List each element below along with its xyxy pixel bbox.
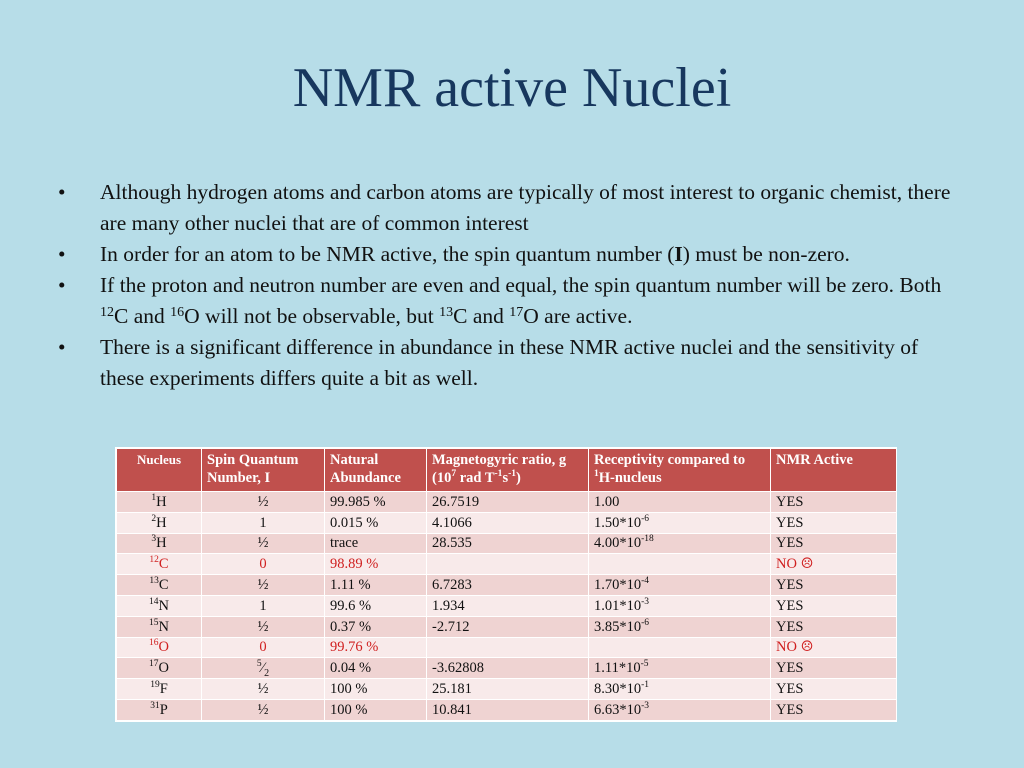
header-gamma-text: ) <box>516 470 521 486</box>
element-symbol: H <box>156 535 167 552</box>
mass-number: 17 <box>509 305 524 320</box>
receptivity-exp: -3 <box>641 700 650 711</box>
bullet-text-2a: In order for an atom to be NMR active, the spin quantum number ( <box>100 242 675 266</box>
bullet-item-4 <box>58 332 958 394</box>
mass-number: 15 <box>149 617 159 628</box>
nucleus-cell <box>117 533 202 554</box>
mass-number: 31 <box>150 700 160 711</box>
header-gamma-text: rad T <box>456 470 495 486</box>
active-cell: NO ☹ <box>771 554 897 575</box>
nuclei-table <box>116 448 897 721</box>
abundance-cell: 0.37 % <box>325 616 427 637</box>
mass-number: 14 <box>149 596 159 607</box>
header-gamma-exp: -1 <box>494 469 503 479</box>
element-symbol: C <box>158 577 169 594</box>
receptivity-cell <box>589 575 771 596</box>
bullet-item-3 <box>58 270 958 332</box>
active-cell: YES <box>771 658 897 679</box>
abundance-cell: 0.04 % <box>325 658 427 679</box>
active-cell: YES <box>771 533 897 554</box>
nucleus-cell <box>117 616 202 637</box>
spin-cell: 0 <box>202 637 325 658</box>
mass-number: 19 <box>150 680 160 691</box>
receptivity-cell <box>589 699 771 720</box>
table-row <box>117 512 897 533</box>
receptivity-exp: -18 <box>641 534 654 545</box>
bullet-list <box>58 177 958 394</box>
table-header-row <box>117 449 897 492</box>
bullet-text-3e: O are active. <box>523 304 633 328</box>
fraction-slash: ⁄ <box>261 660 265 677</box>
active-cell: YES <box>771 699 897 720</box>
gamma-cell: 4.1066 <box>427 512 589 533</box>
abundance-cell: 98.89 % <box>325 554 427 575</box>
table-row <box>117 616 897 637</box>
nucleus-cell <box>117 554 202 575</box>
receptivity-base: 1.11*10 <box>594 660 641 677</box>
bullet-dot-icon: • <box>58 273 66 297</box>
gamma-cell: 25.181 <box>427 679 589 700</box>
spin-cell: ½ <box>202 699 325 720</box>
spin-cell: 1 <box>202 512 325 533</box>
spin-cell: 0 <box>202 554 325 575</box>
mass-number: 12 <box>100 305 114 320</box>
gamma-cell: 1.934 <box>427 595 589 616</box>
receptivity-base: 1.70*10 <box>594 577 642 594</box>
element-symbol: H <box>156 493 167 510</box>
receptivity-base: 1.00 <box>594 493 620 510</box>
table-row <box>117 533 897 554</box>
receptivity-cell <box>589 554 771 575</box>
nucleus-cell <box>117 512 202 533</box>
receptivity-base: 3.85*10 <box>594 618 642 635</box>
receptivity-base: 4.00*10 <box>594 535 642 552</box>
nucleus-cell <box>117 575 202 596</box>
nucleus-cell <box>117 699 202 720</box>
receptivity-cell <box>589 616 771 637</box>
nucleus-cell <box>117 658 202 679</box>
active-cell: YES <box>771 492 897 513</box>
gamma-cell <box>427 554 589 575</box>
nucleus-cell <box>117 637 202 658</box>
mass-number: 13 <box>149 576 159 587</box>
bullet-item-2 <box>58 239 958 270</box>
mass-number: 1 <box>151 492 157 503</box>
bullet-dot-icon: • <box>58 335 66 359</box>
fraction-numerator: 5 <box>256 659 262 670</box>
mass-number: 17 <box>149 659 159 670</box>
active-cell: YES <box>771 512 897 533</box>
element-symbol: P <box>159 701 168 718</box>
element-symbol: H <box>156 514 167 531</box>
header-magnetogyric-ratio <box>427 449 589 492</box>
element-symbol: O <box>158 639 169 656</box>
bullet-text-2b: ) must be non-zero. <box>682 242 850 266</box>
active-cell: YES <box>771 595 897 616</box>
receptivity-exp: -3 <box>641 596 650 607</box>
receptivity-cell <box>589 637 771 658</box>
mass-number: 3 <box>151 534 157 545</box>
receptivity-base: 8.30*10 <box>594 681 642 698</box>
bullet-text-1: Although hydrogen atoms and carbon atoms are typically of most interest to organic chemist, there are many other nuclei that are of common interest <box>100 180 951 235</box>
abundance-cell: trace <box>325 533 427 554</box>
table-row <box>117 595 897 616</box>
element-symbol: F <box>159 681 168 698</box>
mass-number: 16 <box>149 638 159 649</box>
gamma-cell: 10.841 <box>427 699 589 720</box>
receptivity-cell <box>589 492 771 513</box>
gamma-cell: 26.7519 <box>427 492 589 513</box>
abundance-cell: 99.6 % <box>325 595 427 616</box>
receptivity-cell <box>589 679 771 700</box>
bullet-dot-icon: • <box>58 242 66 266</box>
abundance-cell: 99.985 % <box>325 492 427 513</box>
active-cell: YES <box>771 679 897 700</box>
gamma-cell: 6.7283 <box>427 575 589 596</box>
receptivity-exp: -5 <box>640 659 649 670</box>
table-row <box>117 658 897 679</box>
abundance-cell: 0.015 % <box>325 512 427 533</box>
abundance-cell: 100 % <box>325 699 427 720</box>
active-cell: NO ☹ <box>771 637 897 658</box>
receptivity-base: 1.01*10 <box>594 597 642 614</box>
receptivity-cell <box>589 658 771 679</box>
bullet-text-3d: C and <box>453 304 510 328</box>
header-gamma-text: s <box>502 470 509 486</box>
table-row <box>117 492 897 513</box>
nucleus-cell <box>117 492 202 513</box>
header-recept-text: Receptivity compared to <box>594 452 746 468</box>
header-recept-mass: 1 <box>594 469 599 479</box>
receptivity-base: 6.63*10 <box>594 701 642 718</box>
spin-cell: ½ <box>202 575 325 596</box>
nucleus-cell <box>117 679 202 700</box>
mass-number: 12 <box>149 555 159 566</box>
gamma-cell: 28.535 <box>427 533 589 554</box>
gamma-cell: -3.62808 <box>427 658 589 679</box>
element-symbol: O <box>158 660 169 677</box>
spin-cell: 1 <box>202 595 325 616</box>
bullet-text-4: There is a significant difference in abundance in these NMR active nuclei and the sensitivity of these experiments differs quite a bit as well. <box>100 335 919 390</box>
header-gamma-exp: -1 <box>508 469 517 479</box>
mass-number: 13 <box>439 305 454 320</box>
bullet-dot-icon: • <box>58 180 66 204</box>
spin-cell: ½ <box>202 492 325 513</box>
abundance-cell: 1.11 % <box>325 575 427 596</box>
active-cell: YES <box>771 616 897 637</box>
table-row <box>117 637 897 658</box>
table-row <box>117 575 897 596</box>
header-gamma-text: Magnetogyric ratio, g (10 <box>432 452 567 486</box>
header-nucleus: Nucleus <box>117 449 202 492</box>
spin-cell <box>202 658 325 679</box>
mass-number: 16 <box>170 305 185 320</box>
header-spin: Spin Quantum Number, I <box>202 449 325 492</box>
element-symbol: C <box>158 556 169 573</box>
header-receptivity <box>589 449 771 492</box>
element-symbol: N <box>158 597 169 614</box>
bullet-item-1 <box>58 177 958 239</box>
header-gamma-exp: 7 <box>451 469 457 479</box>
element-symbol: N <box>158 618 169 635</box>
active-cell: YES <box>771 575 897 596</box>
table-row <box>117 699 897 720</box>
abundance-cell: 99.76 % <box>325 637 427 658</box>
nucleus-cell <box>117 595 202 616</box>
header-nmr-active: NMR Active <box>771 449 897 492</box>
receptivity-cell <box>589 512 771 533</box>
spin-cell: ½ <box>202 679 325 700</box>
gamma-cell <box>427 637 589 658</box>
gamma-cell: -2.712 <box>427 616 589 637</box>
bullet-text-3c: O will not be observable, but <box>184 304 440 328</box>
table-row <box>117 554 897 575</box>
table-row <box>117 679 897 700</box>
mass-number: 2 <box>151 513 157 524</box>
receptivity-exp: -4 <box>641 576 650 587</box>
slide-title: NMR active Nuclei <box>292 57 732 119</box>
spin-cell: ½ <box>202 533 325 554</box>
receptivity-cell <box>589 533 771 554</box>
receptivity-base: 1.50*10 <box>594 514 642 531</box>
receptivity-exp: -6 <box>641 617 650 628</box>
receptivity-exp: -1 <box>641 680 650 691</box>
header-recept-text: H-nucleus <box>598 470 662 486</box>
bullet-text-3a: If the proton and neutron number are even and equal, the spin quantum number will be zero. Both <box>100 273 942 297</box>
receptivity-exp: -6 <box>641 513 650 524</box>
receptivity-cell <box>589 595 771 616</box>
spin-cell: ½ <box>202 616 325 637</box>
abundance-cell: 100 % <box>325 679 427 700</box>
nuclei-table-container <box>115 447 897 722</box>
fraction-denominator: 2 <box>264 668 270 679</box>
header-abundance: Natural Abundance <box>325 449 427 492</box>
spin-symbol: I <box>674 242 683 266</box>
bullet-text-3b: C and <box>114 304 171 328</box>
